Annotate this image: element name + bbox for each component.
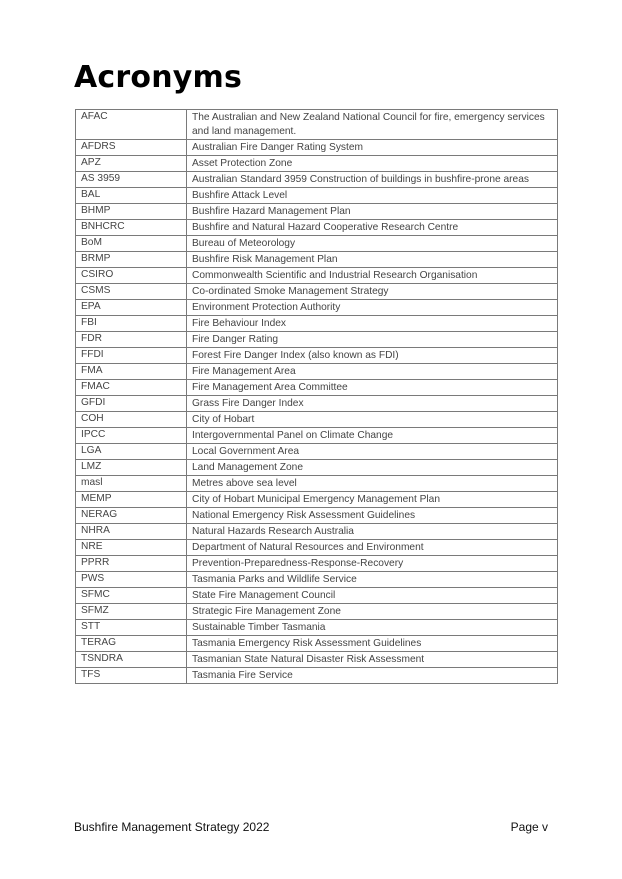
definition-cell: Tasmania Fire Service (187, 668, 558, 684)
table-row (76, 364, 558, 380)
page-title: Acronyms (74, 60, 243, 95)
table-row (76, 412, 558, 428)
definition-cell: Grass Fire Danger Index (187, 396, 558, 412)
acronym-cell: BNHCRC (76, 220, 187, 236)
acronym-cell: FMAC (76, 380, 187, 396)
footer-page-number: Page v (510, 820, 548, 834)
definition-cell: Local Government Area (187, 444, 558, 460)
definition-cell: Intergovernmental Panel on Climate Change (187, 428, 558, 444)
acronym-cell: COH (76, 412, 187, 428)
definition-cell: Bushfire Risk Management Plan (187, 252, 558, 268)
table-row (76, 396, 558, 412)
table-row (76, 636, 558, 652)
acronym-cell: SFMZ (76, 604, 187, 620)
acronym-table (75, 109, 558, 684)
acronym-cell: STT (76, 620, 187, 636)
acronym-cell: NRE (76, 540, 187, 556)
table-row (76, 492, 558, 508)
definition-cell: Natural Hazards Research Australia (187, 524, 558, 540)
table-row (76, 204, 558, 220)
table-row (76, 332, 558, 348)
table-row (76, 540, 558, 556)
acronym-cell: NHRA (76, 524, 187, 540)
acronym-cell: BoM (76, 236, 187, 252)
acronym-cell: BRMP (76, 252, 187, 268)
definition-cell: National Emergency Risk Assessment Guidelines (187, 508, 558, 524)
table-row (76, 188, 558, 204)
definition-cell: Fire Management Area (187, 364, 558, 380)
acronym-cell: MEMP (76, 492, 187, 508)
table-row (76, 268, 558, 284)
acronym-cell: CSMS (76, 284, 187, 300)
acronym-cell: EPA (76, 300, 187, 316)
table-row (76, 300, 558, 316)
table-row (76, 348, 558, 364)
acronym-cell: masl (76, 476, 187, 492)
definition-cell: Prevention-Preparedness-Response-Recovery (187, 556, 558, 572)
acronym-cell: AFAC (76, 110, 187, 140)
definition-cell: City of Hobart (187, 412, 558, 428)
table-row (76, 156, 558, 172)
acronym-cell: PPRR (76, 556, 187, 572)
table-row (76, 316, 558, 332)
acronym-cell: FDR (76, 332, 187, 348)
acronym-cell: FBI (76, 316, 187, 332)
acronym-cell: GFDI (76, 396, 187, 412)
definition-cell: Commonwealth Scientific and Industrial Research Organisation (187, 268, 558, 284)
definition-cell: Tasmanian State Natural Disaster Risk Assessment (187, 652, 558, 668)
table-row (76, 668, 558, 684)
acronym-cell: TSNDRA (76, 652, 187, 668)
definition-cell: Environment Protection Authority (187, 300, 558, 316)
table-row (76, 252, 558, 268)
acronym-cell: AS 3959 (76, 172, 187, 188)
definition-cell: Bureau of Meteorology (187, 236, 558, 252)
table-row (76, 508, 558, 524)
table-row (76, 476, 558, 492)
definition-cell: Tasmania Emergency Risk Assessment Guidelines (187, 636, 558, 652)
table-row (76, 604, 558, 620)
table-row (76, 220, 558, 236)
acronym-cell: SFMC (76, 588, 187, 604)
acronym-cell: APZ (76, 156, 187, 172)
acronym-cell: PWS (76, 572, 187, 588)
definition-cell: Bushfire and Natural Hazard Cooperative Research Centre (187, 220, 558, 236)
table-row (76, 172, 558, 188)
definition-cell: Sustainable Timber Tasmania (187, 620, 558, 636)
acronym-cell: LGA (76, 444, 187, 460)
definition-cell: City of Hobart Municipal Emergency Management Plan (187, 492, 558, 508)
definition-cell: Australian Standard 3959 Construction of buildings in bushfire-prone areas (187, 172, 558, 188)
acronym-cell: IPCC (76, 428, 187, 444)
definition-cell: The Australian and New Zealand National Council for fire, emergency services and land management. (187, 110, 558, 140)
table-row (76, 620, 558, 636)
acronym-cell: BHMP (76, 204, 187, 220)
table-row (76, 428, 558, 444)
definition-cell: State Fire Management Council (187, 588, 558, 604)
acronym-cell: AFDRS (76, 140, 187, 156)
table-row (76, 284, 558, 300)
acronym-table-body (76, 110, 558, 684)
acronym-cell: LMZ (76, 460, 187, 476)
table-row (76, 556, 558, 572)
definition-cell: Fire Management Area Committee (187, 380, 558, 396)
acronym-cell: FMA (76, 364, 187, 380)
definition-cell: Asset Protection Zone (187, 156, 558, 172)
table-row (76, 444, 558, 460)
table-row (76, 380, 558, 396)
definition-cell: Strategic Fire Management Zone (187, 604, 558, 620)
definition-cell: Tasmania Parks and Wildlife Service (187, 572, 558, 588)
definition-cell: Co-ordinated Smoke Management Strategy (187, 284, 558, 300)
definition-cell: Bushfire Hazard Management Plan (187, 204, 558, 220)
definition-cell: Bushfire Attack Level (187, 188, 558, 204)
definition-cell: Forest Fire Danger Index (also known as FDI) (187, 348, 558, 364)
table-row (76, 140, 558, 156)
acronym-cell: NERAG (76, 508, 187, 524)
acronym-cell: CSIRO (76, 268, 187, 284)
definition-cell: Fire Danger Rating (187, 332, 558, 348)
table-row (76, 110, 558, 140)
definition-cell: Metres above sea level (187, 476, 558, 492)
table-row (76, 524, 558, 540)
definition-cell: Australian Fire Danger Rating System (187, 140, 558, 156)
acronym-cell: FFDI (76, 348, 187, 364)
table-row (76, 588, 558, 604)
table-row (76, 652, 558, 668)
acronym-cell: BAL (76, 188, 187, 204)
table-row (76, 460, 558, 476)
table-row (76, 572, 558, 588)
definition-cell: Fire Behaviour Index (187, 316, 558, 332)
footer-document-title: Bushfire Management Strategy 2022 (74, 820, 270, 834)
acronym-cell: TFS (76, 668, 187, 684)
table-row (76, 236, 558, 252)
definition-cell: Land Management Zone (187, 460, 558, 476)
definition-cell: Department of Natural Resources and Environment (187, 540, 558, 556)
acronym-cell: TERAG (76, 636, 187, 652)
